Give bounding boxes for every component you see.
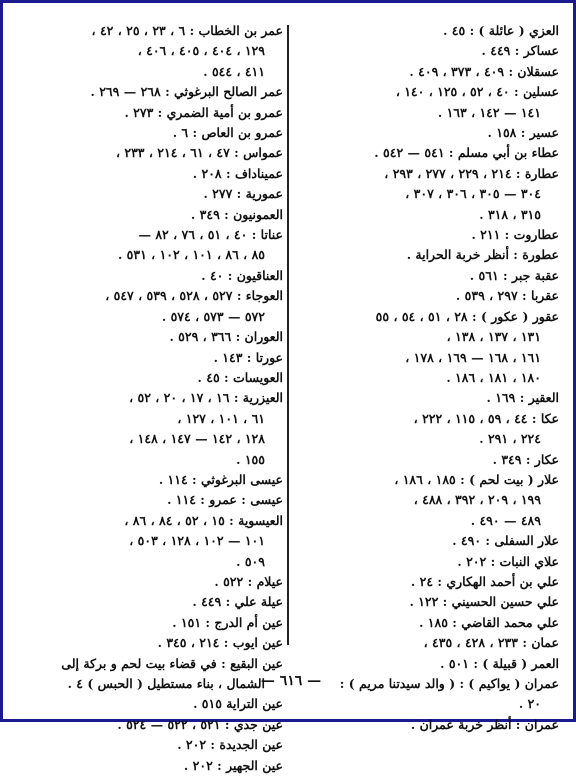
index-entry <box>23 633 283 653</box>
index-entry-continuation: ٨٥ ، ٨٦ ، ١٠١ ، ١٠٢ ، ٥٣١ . <box>117 247 265 263</box>
index-entry <box>315 266 559 286</box>
index-entry-line: عين الجديدة : ٢٠٢ . <box>177 737 283 753</box>
index-entry-line: علار ( بيت لحم ) : ١٨٥ ، ١٨٦ ، <box>394 471 559 487</box>
index-entry <box>315 21 559 41</box>
index-entry <box>315 613 559 633</box>
index-entry-line: عمورية : ٢٧٧ . <box>203 186 283 202</box>
index-entry <box>23 327 283 347</box>
index-entry-line: عطارة : ٢١٤ ، ٢٢٩ ، ٢٧٧ ، ٢٩٣ ، <box>384 165 559 181</box>
index-entry-line: العيزرية : ١٦ ، ١٧ ، ٢٠ ، ٥٢ ، <box>129 390 283 406</box>
index-entry-continuation: ٥٠٩ . <box>236 553 265 569</box>
index-entry-continuation: الشمال ، بناء مستطيل ( الحبس ) ٤ . <box>67 676 265 691</box>
index-entry-line: علي حسين الحسيني : ١٢٢ . <box>409 594 559 610</box>
index-entry-continuation: ١٠١ — ١٠٢ ، ١٢٨ ، ٥٠٣ ، <box>129 533 265 549</box>
index-entry <box>315 41 559 61</box>
index-entry-line: عناتا : ٤٠ ، ٥١ ، ٧٦ ، ٨٢ — <box>138 227 283 243</box>
index-entry-line: عطورة : أنظر خربة الحراية . <box>406 247 559 263</box>
index-entry-continuation: ٤١١ ، ٥٤٤ . <box>203 63 265 79</box>
index-entry-continuation: ٣٠٤ — ٣٠٥ ، ٣٠٦ ، ٣٠٧ ، <box>405 186 541 202</box>
index-entry-line: العقير : ١٦٩ . <box>486 390 559 406</box>
index-entry <box>23 286 283 327</box>
index-entry-line: العيسوية : ١٥ ، ٥٢ ، ٨٤ ، ٨٦ ، <box>124 512 283 528</box>
index-entry <box>23 21 283 82</box>
index-entry <box>23 348 283 368</box>
index-entry-line: عورتا : ١٤٣ . <box>213 349 283 365</box>
index-entry <box>23 694 283 714</box>
index-entry <box>315 531 559 551</box>
index-entry-line: العوران : ٣٦٦ ، ٥٢٩ . <box>169 329 283 345</box>
index-entry <box>315 62 559 82</box>
index-entry-continuation: ١٥٥ . <box>236 451 265 467</box>
index-entry-line: عقور ( عكور ) : ٢٨ ، ٥١ ، ٥٤ ، ٥٥ <box>375 308 559 324</box>
index-entry <box>315 592 559 612</box>
index-entry <box>23 184 283 204</box>
index-entry <box>23 266 283 286</box>
index-entry-line: علار السفلى : ٤٩٠ . <box>452 533 559 549</box>
index-entry <box>23 143 283 163</box>
index-entry-line: العمونيون : ٣٤٩ . <box>190 206 283 222</box>
index-entry-line: عين أم الدرج : ١٥١ . <box>172 614 283 630</box>
index-entry <box>23 164 283 184</box>
index-entry <box>23 470 283 490</box>
index-entry <box>315 143 559 163</box>
index-entry <box>315 572 559 592</box>
index-entry-line: عمر بن الخطاب : ٦ ، ٢٣ ، ٢٥ ، ٤٢ ، <box>91 23 283 38</box>
index-entry-line: عقربا : ٢٩٧ ، ٥٣٩ . <box>455 288 559 304</box>
index-entry-line: عطاء بن أبي مسلم : ٥٤١ — ٥٤٢ . <box>374 145 559 161</box>
index-entry <box>315 409 559 450</box>
index-entry <box>315 245 559 265</box>
index-entry <box>23 205 283 225</box>
index-entry <box>23 123 283 143</box>
index-entry-line: علي محمد القاضي : ١٨٥ . <box>419 614 559 630</box>
index-entry <box>315 654 559 674</box>
index-entry-line: العوجاء : ٥٢٧ ، ٥٢٨ ، ٥٣٩ ، ٥٤٧ ، <box>105 288 283 304</box>
index-entry <box>315 450 559 470</box>
index-entry <box>23 368 283 388</box>
index-entry-line: عمر الصالح البرغوثي : ٢٦٨ — ٢٦٩ . <box>90 84 283 100</box>
index-entry <box>315 552 559 572</box>
index-entry-line: عساكر : ٤٤٩ . <box>481 43 559 59</box>
index-entry-continuation: ٣١٥ ، ٣١٨ . <box>479 206 541 222</box>
index-entry-line: عميناداف : ٢٠٨ . <box>192 165 283 181</box>
index-entry-line: عسلين : ٤٠ ، ٥٢ ، ١٢٥ ، ١٤٠ ، <box>395 84 559 100</box>
index-entry-line: عيسى : عمرو : ١١٤ . <box>167 492 283 508</box>
page-number: — ٦١٦ — <box>260 673 322 689</box>
index-entry-line: عين البقيع : في قضاء بيت لحم و بركة إلى <box>61 655 283 671</box>
index-entry <box>315 225 559 245</box>
index-entry-line: عيلام : ٥٢٢ . <box>214 573 283 589</box>
index-entry-line: العويسات : ٤٥ . <box>197 369 283 385</box>
index-entry-line: العزي ( عائلة ) : ٤٥ . <box>443 23 559 38</box>
scanned-page <box>23 21 559 773</box>
index-entry-line: عين التراية ٥١٥ . <box>193 696 283 712</box>
index-entry <box>315 164 559 225</box>
index-entry-continuation: ١٦١ ، ١٦٨ — ١٦٩ ، ١٧٨ ، <box>405 349 541 365</box>
index-entry-line: عمواس : ٤٧ ، ٦١ ، ٢١٤ ، ٢٣٣ ، <box>115 145 283 161</box>
index-entry <box>315 307 559 389</box>
index-entry-line: عسقلان : ٤٠٩ ، ٣٧٣ ، ٤٠٩ . <box>409 63 559 79</box>
index-entry-line: العمر ( قبيلة ) : ٥٠١ . <box>440 655 559 671</box>
index-entry <box>23 388 283 470</box>
index-entry-continuation: ١٩٩ ، ٢٠٩ ، ٣٩٢ ، ٤٨٨ ، <box>413 492 541 508</box>
index-entry-continuation: ١٨٠ ، ١٨١ ، ١٨٦ . <box>446 369 541 385</box>
index-entry-continuation: ١٣١ ، ١٣٧ ، ١٣٨ ، <box>446 329 541 345</box>
index-entry-line: عقبة جبر : ٥٦١ . <box>469 267 559 283</box>
index-entry-continuation: ٦١ ، ١٠١ ، ١٢٧ ، <box>177 410 265 426</box>
index-entry <box>23 490 283 510</box>
index-column-left <box>23 21 283 773</box>
index-entry-line: عمران : أنظر خربة عمران . <box>410 716 559 732</box>
index-entry-line: عمران ( يواكيم ) : ( والد سيدتنا مريم ) : <box>339 676 559 691</box>
index-entry-continuation: ١٢٨ ، ١٤٢ — ١٤٧ ، ١٤٨ ، <box>129 431 265 447</box>
index-entry-line: عيلة علي : ٤٤٩ . <box>192 594 283 610</box>
index-entry-continuation: ١٤١ — ١٤٢ ، ١٦٣ . <box>437 104 541 120</box>
index-entry <box>315 715 559 735</box>
index-entry-line: عين الجهير : ٢٠٢ . <box>183 757 283 773</box>
index-entry <box>23 511 283 572</box>
index-entry <box>23 715 283 735</box>
index-entry-line: عكار : ٣٤٩ . <box>492 451 559 467</box>
index-entry <box>23 613 283 633</box>
index-entry-line: عمرو بن العاص : ٦ . <box>172 125 283 141</box>
index-entry <box>315 123 559 143</box>
index-entry <box>23 572 283 592</box>
index-entry-line: عمرو بن أمية الضمري : ٢٧٣ . <box>124 104 283 120</box>
index-entry-line: عمان : ٢٣٣ ، ٤٢٨ ، ٤٣٥ ، <box>423 635 559 651</box>
index-entry-line: عيسى البرغوثي : ١١٤ . <box>158 471 283 487</box>
index-entry <box>315 286 559 306</box>
index-entry-line: علي بن أحمد الهكاري : ٢٤ . <box>410 573 559 589</box>
index-entry-continuation: ٥٧٢ — ٥٧٣ ، ٥٧٤ . <box>161 308 265 324</box>
index-entry-line: عين ايوب : ٢١٤ ، ٣٤٥ . <box>157 635 283 651</box>
index-entry <box>315 470 559 531</box>
index-entry-line: عسير : ١٥٨ . <box>487 125 559 141</box>
index-entry-continuation: ٤٨٩ — ٤٩٠ . <box>470 512 541 528</box>
index-entry-continuation: ٢٢٤ ، ٢٩١ . <box>479 431 541 447</box>
column-divider <box>287 25 289 645</box>
index-entry-line: عكا : ٤٤ ، ٥٩ ، ١١٥ ، ٢٢٢ ، <box>413 410 559 426</box>
index-entry-continuation: ١٢٩ ، ٤٠٤ ، ٤٠٥ ، ٤٠٦ ، <box>137 43 265 59</box>
index-entry-line: العناقيون : ٤٠ . <box>201 267 283 283</box>
index-entry <box>315 82 559 123</box>
index-entry <box>23 756 283 776</box>
index-entry-line: عين جدي : ٥٢١ ، ٥٢٢ — ٥٢٤ . <box>117 716 283 732</box>
index-entry <box>23 82 283 102</box>
index-entry-continuation: ٢٠ . <box>518 696 541 712</box>
index-entry <box>315 633 559 653</box>
index-entry-line: علاي النبات : ٢٠٢ . <box>457 553 559 569</box>
index-entry <box>315 388 559 408</box>
index-entry <box>23 225 283 266</box>
index-entry <box>23 592 283 612</box>
index-column-right <box>315 21 559 732</box>
index-entry <box>23 735 283 755</box>
index-entry <box>23 103 283 123</box>
index-entry-line: عطاروت : ٢١١ . <box>471 227 559 243</box>
